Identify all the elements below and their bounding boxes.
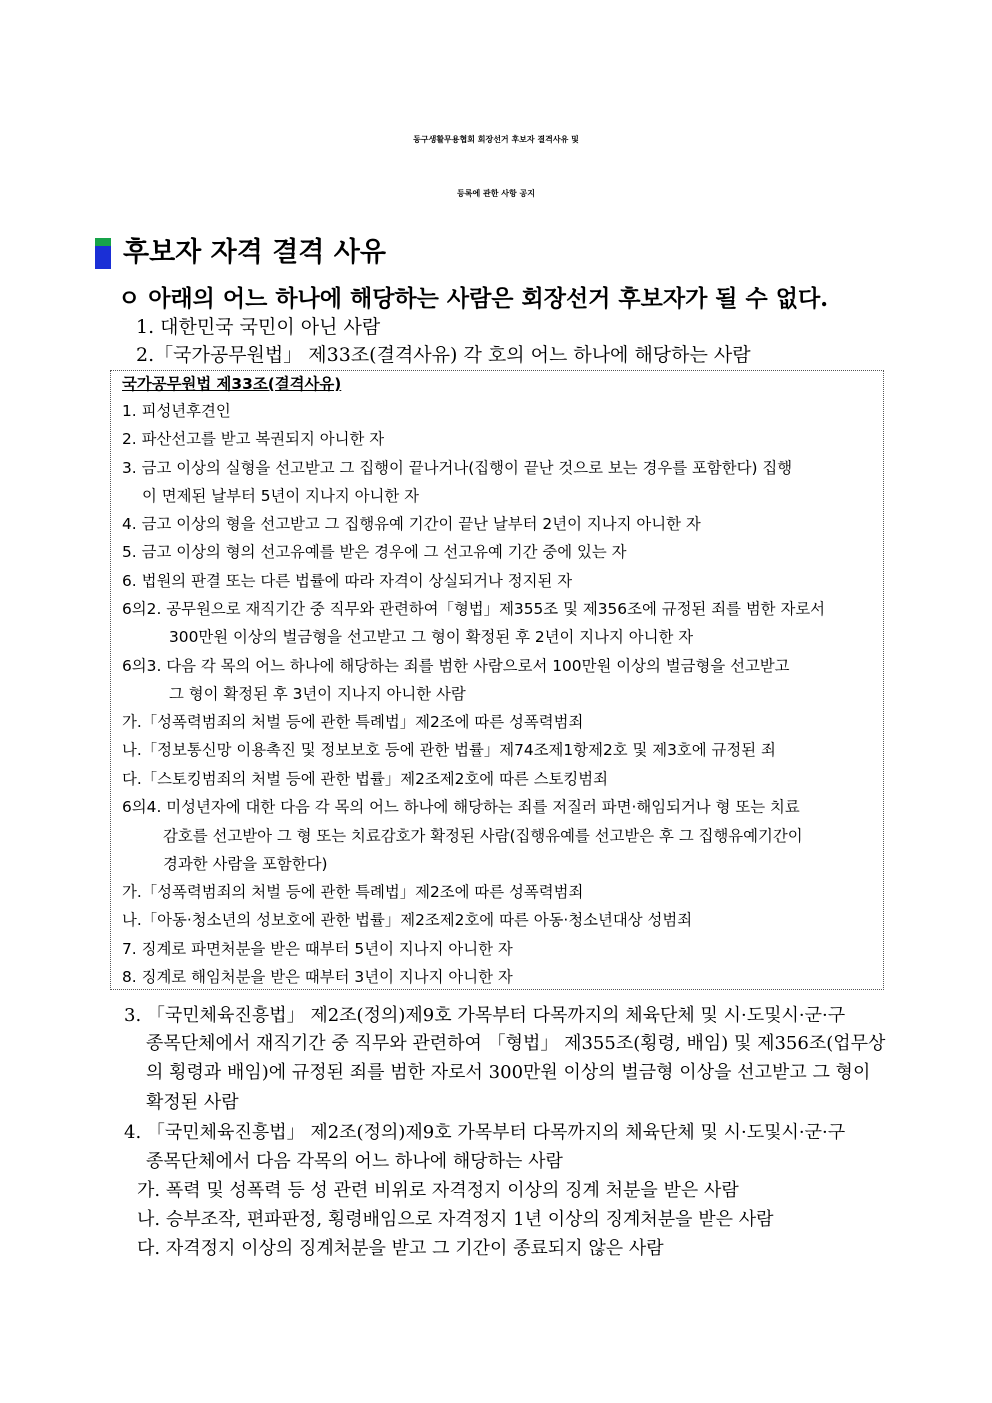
box-line: 7. 징계로 파면처분을 받은 때부터 5년이 지나지 아니한 자 — [122, 940, 513, 958]
box-line: 나.「아동·청소년의 성보호에 관한 법률」제2조제2호에 따른 아동·청소년대상 성범죄 — [122, 911, 693, 929]
box-line: 그 형이 확정된 후 3년이 지나지 아니한 사람 — [169, 685, 466, 703]
box-line: 6의2. 공무원으로 재직기간 중 직무와 관련하여「형법」제355조 및 제356조에 규정된 죄를 범한 자로서 — [122, 600, 826, 618]
box-line: 8. 징계로 해임처분을 받은 때부터 3년이 지나지 아니한 자 — [122, 968, 513, 986]
box-line: 가.「성폭력범죄의 처벌 등에 관한 특례법」제2조에 따른 성폭력범죄 — [122, 713, 584, 731]
box-line: 6의4. 미성년자에 대한 다음 각 목의 어느 하나에 해당하는 죄를 저질러 파면·해임되거나 형 또는 치료 — [122, 798, 800, 816]
criteria-line: 3. 「국민체육진흥법」 제2조(정의)제9호 가목부터 다목까지의 체육단체 및 시·도및시·군·구 — [124, 1005, 846, 1026]
box-line: 1. 피성년후견인 — [122, 402, 231, 420]
box-line: 4. 금고 이상의 형을 선고받고 그 집행유예 기간이 끝난 날부터 2년이 지나지 아니한 자 — [122, 515, 701, 533]
criteria-line: 4. 「국민체육진흥법」 제2조(정의)제9호 가목부터 다목까지의 체육단체 및 시·도및시·군·구 — [124, 1122, 846, 1143]
criteria-line: 종목단체에서 다음 각목의 어느 하나에 해당하는 사람 — [146, 1151, 563, 1172]
law-excerpt-box — [110, 370, 884, 990]
box-line: 이 면제된 날부터 5년이 지나지 아니한 자 — [142, 487, 420, 505]
box-line: 6의3. 다음 각 목의 어느 하나에 해당하는 죄를 범한 사람으로서 100만원 이상의 벌금형을 선고받고 — [122, 657, 790, 675]
section-marker-icon — [95, 238, 111, 269]
box-line: 3. 금고 이상의 실형을 선고받고 그 집행이 끝나거나(집행이 끝난 것으로 보는 경우를 포함한다) 집행 — [122, 459, 793, 477]
box-line: 다.「스토킹범죄의 처벌 등에 관한 법률」제2조제2호에 따른 스토킹범죄 — [122, 770, 609, 788]
box-line: 6. 법원의 판결 또는 다른 법률에 따라 자격이 상실되거나 정지된 자 — [122, 572, 573, 590]
box-line: 감호를 선고받아 그 형 또는 치료감호가 확정된 사람(집행유예를 선고받은 후 그 집행유예기간이 — [163, 827, 803, 845]
criteria-line: 나. 승부조작, 편파판정, 횡령배임으로 자격정지 1년 이상의 징계처분을 받은 사람 — [137, 1209, 774, 1230]
box-line: 5. 금고 이상의 형의 선고유예를 받은 경우에 그 선고유예 기간 중에 있는 자 — [122, 543, 627, 561]
box-line: 경과한 사람을 포함한다) — [163, 855, 328, 873]
list-item: 1. 대한민국 국민이 아닌 사람 — [136, 316, 381, 338]
criteria-line: 확정된 사람 — [146, 1092, 239, 1113]
criteria-line: 종목단체에서 재직기간 중 직무와 관련하여 「형법」 제355조(횡령, 배임) 및 제356조(업무상 — [146, 1033, 886, 1054]
box-line: 나.「정보통신망 이용촉진 및 정보보호 등에 관한 법률」제74조제1항제2호 및 제3호에 규정된 죄 — [122, 741, 776, 759]
list-item: 2.「국가공무원법」 제33조(결격사유) 각 호의 어느 하나에 해당하는 사람 — [136, 344, 751, 366]
page-title-line-2: 등록에 관한 사항 공지 — [457, 189, 535, 198]
criteria-line: 가. 폭력 및 성폭력 등 성 관련 비위로 자격정지 이상의 징계 처분을 받은 사람 — [137, 1180, 739, 1201]
section-heading — [95, 236, 386, 270]
box-line: 300만원 이상의 벌금형을 선고받고 그 형이 확정된 후 2년이 지나지 아니한 자 — [169, 628, 694, 646]
criteria-line: 의 횡령과 배임)에 규정된 죄를 범한 자로서 300만원 이상의 벌금형 이상을 선고받고 그 형이 — [146, 1062, 871, 1083]
section-title: 후보자 자격 결격 사유 — [123, 237, 386, 268]
box-title: 국가공무원법 제33조(결격사유) — [122, 375, 342, 393]
page-title-line-1: 동구생활무용협회 회장선거 후보자 결격사유 및 — [413, 135, 579, 144]
lead-statement: ㅇ 아래의 어느 하나에 해당하는 사람은 회장선거 후보자가 될 수 없다. — [118, 285, 829, 312]
box-line: 2. 파산선고를 받고 복권되지 아니한 자 — [122, 430, 385, 448]
box-line: 가.「성폭력범죄의 처벌 등에 관한 특례법」제2조에 따른 성폭력범죄 — [122, 883, 584, 901]
criteria-line: 다. 자격정지 이상의 징계처분을 받고 그 기간이 종료되지 않은 사람 — [137, 1238, 664, 1259]
